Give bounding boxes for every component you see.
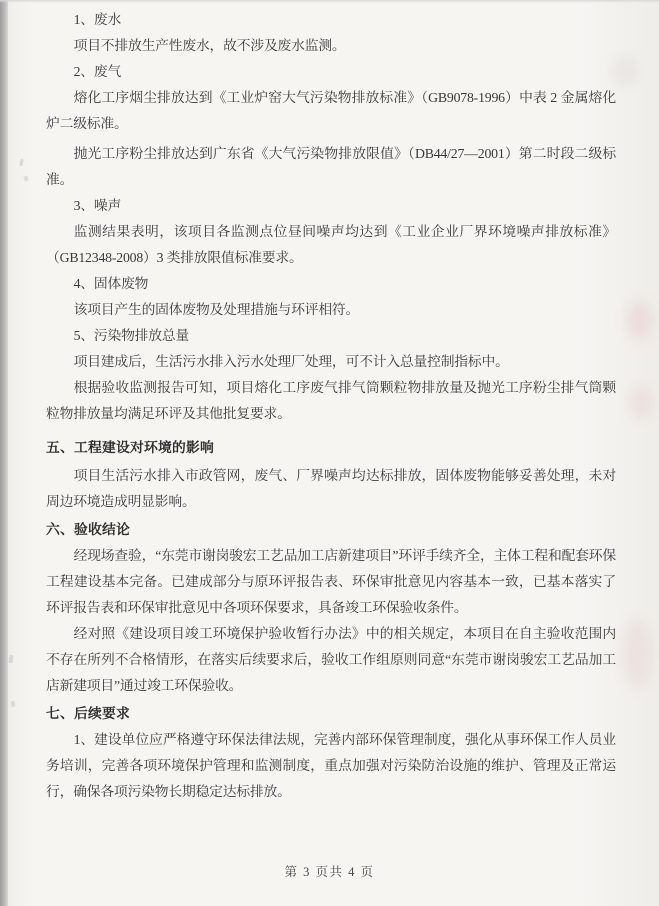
section-6-conclusion-text-2: 经对照《建设项目竣工环境保护验收暂行办法》中的相关规定，本项目在自主验收范围内不存在所列不合格情形，在落实后续要求后，验收工作组原则同意“东莞市谢岗骏宏工艺品加工店新建项目”通过竣工环保验收。: [46, 626, 616, 693]
page-number: 第 3 页共 4 页: [284, 865, 375, 879]
document-body: [46, 7, 616, 805]
section-6-conclusion-heading: 六、验收结论: [46, 522, 130, 537]
item-2-exhaust-text-melting: 熔化工序烟尘排放达到《工业炉窑大气污染物排放标准》（GB9078-1996）中表 2 金属熔化炉二级标准。: [46, 90, 616, 131]
ink-speck: [23, 175, 28, 181]
ink-speck: [8, 655, 13, 663]
section-6-conclusion-text-1: 经现场查验，“东莞市谢岗骏宏工艺品加工店新建项目”环评手续齐全，主体工程和配套环保工程建设基本完备。已建成部分与原环评报告表、环保审批意见内容基本一致，已基本落实了环评报告表和环保审批意见中各项环保要求，具备竣工环保验收条件。: [46, 548, 616, 615]
scan-smudge: [626, 300, 652, 340]
item-4-solid-waste-text: 该项目产生的固体废物及处理措施与环评相符。: [73, 302, 360, 317]
section-5-impact-text: 项目生活污水排入市政管网，废气、厂界噪声均达标排放，固体废物能够妥善处理，未对周边环境造成明显影响。: [46, 468, 616, 509]
item-1-wastewater-heading: 1、废水: [73, 12, 122, 27]
scan-smudge: [630, 385, 652, 419]
item-2-exhaust-text-polishing: 抛光工序粉尘排放达到广东省《大气污染物排放限值》（DB44/27—2001）第二时段二级标准。: [46, 146, 616, 187]
item-3-noise-heading: 3、噪声: [73, 198, 122, 213]
item-1-wastewater-text: 项目不排放生产性废水，故不涉及废水监测。: [73, 38, 346, 53]
item-5-total-emission-text-1: 项目建成后，生活污水排入污水处理厂处理，可不计入总量控制指标中。: [73, 354, 509, 369]
scan-edge-top: [0, 0, 659, 3]
scan-smudge: [622, 618, 652, 688]
ink-speck: [11, 701, 16, 708]
scan-edge-left: [0, 0, 8, 906]
item-3-noise-text: 监测结果表明，该项目各监测点位昼间噪声均达到《工业企业厂界环境噪声排放标准》（GB12348-2008）3 类排放限值标准要求。: [46, 224, 616, 265]
section-7-followup-text: 1、建设单位应严格遵守环保法律法规，完善内部环保管理制度，强化从事环保工作人员业务培训，完善各项环境保护管理和监测制度，重点加强对污染防治设施的维护、管理及正常运行，确保各项污染物长期稳定达标排放。: [46, 732, 616, 799]
item-5-total-emission-text-2: 根据验收监测报告可知，项目熔化工序废气排气筒颗粒物排放量及抛光工序粉尘排气筒颗粒物排放量均满足环评及其他批复要求。: [46, 380, 616, 421]
section-7-followup-heading: 七、后续要求: [46, 706, 130, 721]
section-5-impact-heading: 五、工程建设对环境的影响: [46, 440, 214, 455]
ink-speck: [19, 159, 23, 166]
item-2-exhaust-heading: 2、废气: [73, 64, 122, 79]
item-4-solid-waste-heading: 4、固体废物: [73, 276, 149, 291]
item-5-total-emission-heading: 5、污染物排放总量: [73, 328, 190, 343]
